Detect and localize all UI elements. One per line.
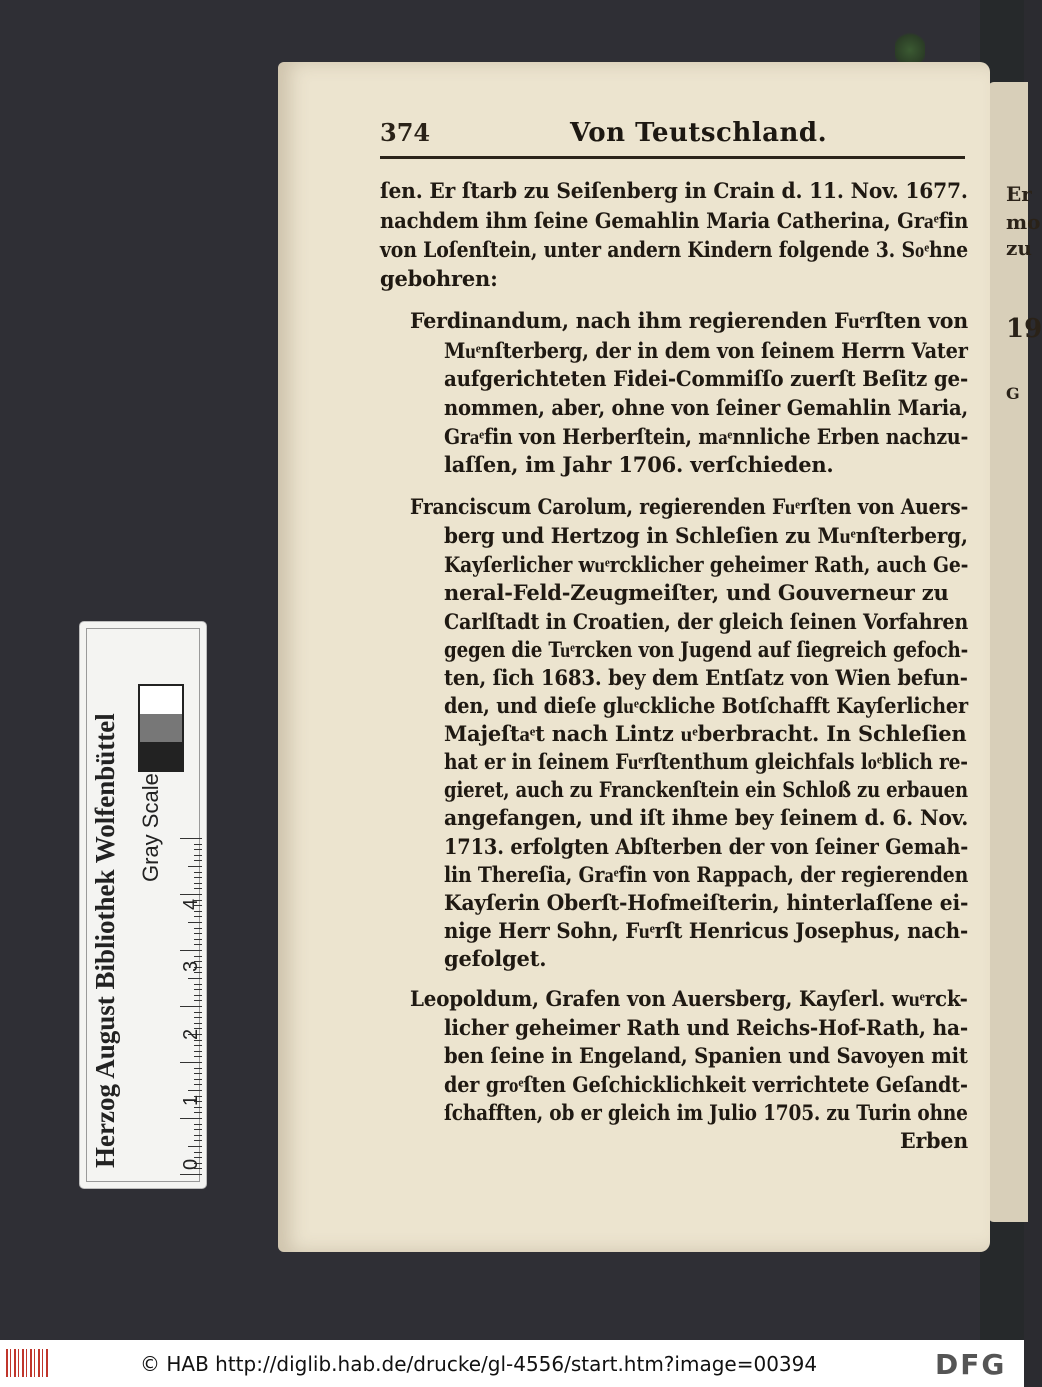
text-line: den, und dieſe gluͤckliche Botſchafft Kayſerlicher bbox=[444, 693, 968, 718]
text-line: Graͤfin von Herberſtein, maͤnnliche Erben nachzu- bbox=[444, 424, 969, 449]
barcode-icon bbox=[6, 1349, 48, 1377]
text-line: gegen die Tuͤrcken von Jugend auf ſiegreich gefoch- bbox=[444, 637, 969, 662]
header-rule bbox=[380, 156, 965, 159]
next-page-fragment: Er bbox=[1006, 182, 1032, 206]
ruler-tick bbox=[180, 1062, 202, 1063]
ruler-tick bbox=[194, 1112, 202, 1113]
swatch-black bbox=[140, 742, 182, 770]
ruler-number: 3 bbox=[180, 960, 202, 972]
ruler-tick bbox=[180, 1006, 202, 1007]
ruler-tick bbox=[188, 978, 202, 979]
ruler-tick bbox=[194, 1140, 202, 1141]
ruler-tick bbox=[194, 972, 202, 973]
ruler-tick bbox=[194, 844, 202, 845]
text-line: 1713. erfolgten Abſterben der von ſeiner Gemah- bbox=[444, 834, 969, 859]
ruler-tick bbox=[194, 849, 202, 850]
ruler-tick bbox=[194, 989, 202, 990]
ruler-tick bbox=[194, 1073, 202, 1074]
text-line: Franciscum Carolum, regierenden Fuͤrſten von Auers- bbox=[410, 494, 969, 519]
text-line: Majeſtaͤt nach Lintz uͤberbracht. In Schleſien bbox=[444, 721, 967, 746]
text-line: Kayſerlicher wuͤrcklicher geheimer Rath, auch Ge- bbox=[444, 552, 969, 577]
text-line: ten, ſich 1683. bey dem Entſatz von Wien befun- bbox=[444, 665, 968, 690]
gray-scale-label: Gray Scale bbox=[138, 773, 163, 882]
ruler-tick bbox=[194, 1000, 202, 1001]
ruler-tick bbox=[180, 950, 202, 951]
institution-label: Herzog August Bibliothek Wolfenbüttel bbox=[90, 713, 120, 1168]
text-line: berg und Hertzog in Schleſien zu Muͤnſterberg, bbox=[444, 523, 968, 548]
text-line: ben ſeine in Engeland, Spanien und Savoyen mit bbox=[444, 1043, 968, 1068]
text-line: nige Herr Sohn, Fuͤrſt Henricus Josephus, nach- bbox=[444, 918, 969, 943]
ruler-tick bbox=[194, 877, 202, 878]
text-line: aufgerichteten Fidei-Commiſſo zuerſt Beſitz ge- bbox=[444, 366, 969, 391]
copyright-link[interactable]: © HAB http://diglib.hab.de/drucke/gl-4556/start.htm?image=00394 bbox=[140, 1352, 818, 1376]
next-page-fragment: zu bbox=[1006, 236, 1032, 260]
ruler-tick bbox=[194, 984, 202, 985]
text-line: ſen. Er ſtarb zu Seiſenberg in Crain d. 11. Nov. 1677. bbox=[380, 178, 968, 203]
text-line: Erben bbox=[900, 1128, 969, 1153]
dfg-logo: DFG bbox=[935, 1348, 1007, 1381]
next-page-fragment: G bbox=[1006, 384, 1020, 403]
ruler-tick bbox=[194, 995, 202, 996]
text-line: gieret, auch zu Franckenſtein ein Schloß zu erbauen bbox=[444, 777, 968, 802]
text-line: gefolget. bbox=[444, 946, 547, 971]
ruler-number: 0 bbox=[180, 1158, 202, 1170]
text-line: der groͤſten Geſchicklichkeit verrichtete Geſandt- bbox=[444, 1072, 968, 1097]
ruler-tick bbox=[194, 928, 202, 929]
text-line: Ferdinandum, nach ihm regierenden Fuͤrſten von bbox=[410, 308, 969, 333]
next-page-fragment: mo bbox=[1006, 210, 1041, 234]
ruler-tick bbox=[188, 1146, 202, 1147]
ruler-tick bbox=[194, 855, 202, 856]
ruler-number: 2 bbox=[180, 1028, 202, 1040]
ruler-tick bbox=[194, 944, 202, 945]
ruler-tick bbox=[194, 1079, 202, 1080]
ruler-tick bbox=[194, 1129, 202, 1130]
ruler-tick bbox=[194, 1017, 202, 1018]
text-line: lin Thereſia, Graͤfin von Rappach, der regierenden bbox=[444, 862, 969, 887]
text-line: nachdem ihm ſeine Gemahlin Maria Catherina, Graͤfin bbox=[380, 208, 969, 233]
ruler-tick bbox=[194, 883, 202, 884]
text-line: licher geheimer Rath und Reichs-Hof-Rath, ha- bbox=[444, 1015, 968, 1040]
text-line: Leopoldum, Grafen von Auersberg, Kayſerl. wuͤrck- bbox=[410, 986, 968, 1011]
text-line: angefangen, und iſt ihme bey ſeinem d. 6. Nov. bbox=[444, 805, 969, 830]
ruler-tick bbox=[194, 1084, 202, 1085]
ruler-tick bbox=[194, 1023, 202, 1024]
ruler-tick bbox=[194, 1068, 202, 1069]
gray-swatches bbox=[138, 684, 184, 772]
ruler-tick bbox=[188, 866, 202, 867]
ruler-tick bbox=[194, 1107, 202, 1108]
swatch-gray bbox=[140, 714, 182, 742]
ruler-tick bbox=[194, 1152, 202, 1153]
text-line: hat er in ſeinem Fuͤrſtenthum gleichfals loͤblich re- bbox=[444, 749, 968, 774]
text-line: ſchafften, ob er gleich im Julio 1705. zu Turin ohne bbox=[444, 1100, 968, 1125]
ruler-tick bbox=[194, 1124, 202, 1125]
ruler-tick bbox=[188, 922, 202, 923]
ruler-tick bbox=[180, 1118, 202, 1119]
ruler-tick bbox=[194, 1056, 202, 1057]
next-page-fragment: 19 bbox=[1006, 314, 1042, 344]
swatch-white bbox=[140, 686, 182, 714]
ruler-tick bbox=[194, 1051, 202, 1052]
ruler-tick bbox=[180, 1174, 202, 1175]
ruler-ticks bbox=[156, 838, 202, 1178]
text-line: neral-Feld-Zeugmeiſter, und Gouverneur zu bbox=[444, 580, 949, 605]
text-line: gebohren: bbox=[380, 266, 498, 291]
text-line: Carlſtadt in Croatien, der gleich ſeinen Vorfahren bbox=[444, 609, 969, 634]
ruler-number: 4 bbox=[180, 898, 202, 910]
ruler-tick bbox=[194, 939, 202, 940]
ruler-tick bbox=[194, 888, 202, 889]
ruler-tick bbox=[194, 1045, 202, 1046]
ruler-tick bbox=[194, 860, 202, 861]
ruler-tick bbox=[194, 956, 202, 957]
ruler-tick bbox=[180, 894, 202, 895]
ruler-tick bbox=[188, 1090, 202, 1091]
text-line: von Loſenſtein, unter andern Kindern folgende 3. Soͤhne bbox=[380, 237, 968, 262]
text-line: Muͤnſterberg, der in dem von ſeinem Herrn Vater bbox=[444, 338, 968, 363]
text-line: laſſen, im Jahr 1706. verſchieden. bbox=[444, 452, 834, 477]
ruler-tick bbox=[194, 916, 202, 917]
ruler-number: 1 bbox=[180, 1094, 202, 1106]
running-title: Von Teutschland. bbox=[570, 118, 828, 148]
page-header bbox=[380, 118, 965, 158]
ruler-tick bbox=[194, 911, 202, 912]
text-line: Kayſerin Oberſt-Hofmeiſterin, hinterlaſſene ei- bbox=[444, 890, 969, 915]
ruler-tick bbox=[194, 1012, 202, 1013]
text-line: nommen, aber, ohne von ſeiner Gemahlin Maria, bbox=[444, 395, 969, 420]
page-number: 374 bbox=[380, 118, 431, 147]
ruler-tick bbox=[194, 872, 202, 873]
ruler-tick bbox=[180, 838, 202, 839]
ruler-tick bbox=[194, 933, 202, 934]
ruler-tick bbox=[194, 1135, 202, 1136]
